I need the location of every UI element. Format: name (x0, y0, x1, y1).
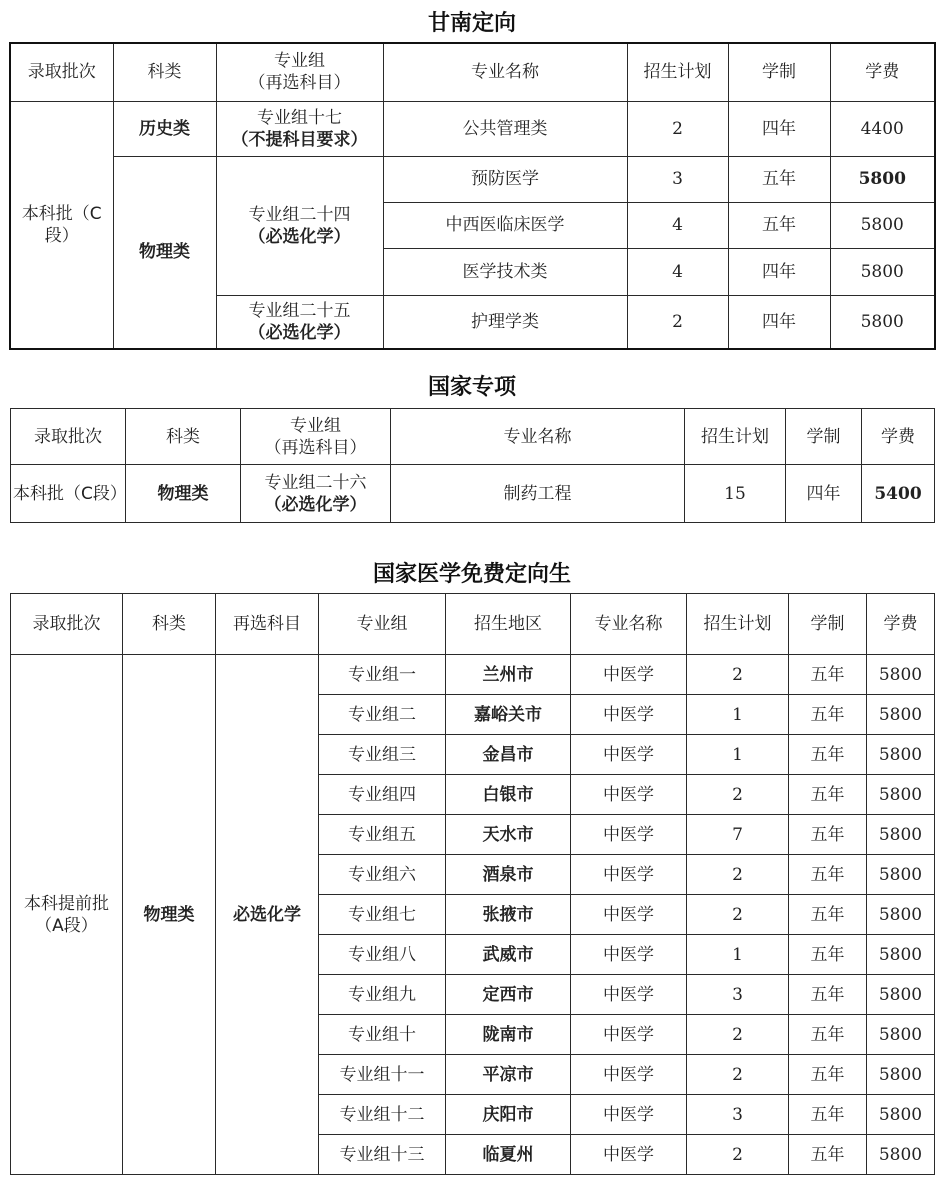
fee-cell: 5400 (862, 465, 935, 523)
fee-cell: 5800 (830, 295, 935, 349)
plan-cell: 2 (687, 855, 789, 895)
header-group-line2: （再选科目） (264, 437, 367, 458)
years-cell: 五年 (728, 156, 830, 202)
plan-cell: 3 (687, 975, 789, 1015)
years-cell: 五年 (789, 695, 867, 735)
years-cell: 四年 (728, 248, 830, 295)
region-cell: 平凉市 (446, 1055, 571, 1095)
fee-cell: 5800 (830, 248, 935, 295)
table-header-row (11, 594, 935, 655)
region-cell: 嘉峪关市 (446, 695, 571, 735)
header-major: 专业名称 (383, 43, 627, 101)
major-cell: 中医学 (571, 815, 687, 855)
major-cell: 中医学 (571, 975, 687, 1015)
region-cell: 陇南市 (446, 1015, 571, 1055)
plan-cell: 4 (627, 202, 728, 248)
plan-cell: 2 (687, 1015, 789, 1055)
group-name: 专业组二十五 (248, 300, 351, 321)
header-group (241, 409, 391, 465)
plan-cell: 2 (687, 655, 789, 695)
plan-cell: 2 (627, 101, 728, 156)
fee-cell: 5800 (867, 895, 935, 935)
major-cell: 预防医学 (383, 156, 627, 202)
table-header-row (10, 43, 935, 101)
header-years: 学制 (786, 409, 862, 465)
plan-cell: 15 (685, 465, 786, 523)
gannan-table (9, 42, 936, 350)
subject-cell: 物理类 (113, 156, 216, 349)
header-plan: 招生计划 (627, 43, 728, 101)
fee-cell: 5800 (867, 655, 935, 695)
years-cell: 五年 (789, 935, 867, 975)
header-subject: 科类 (123, 594, 216, 655)
group-cell (216, 295, 383, 349)
group-cell: 专业组三 (319, 735, 446, 775)
table-row (11, 465, 935, 523)
header-region: 招生地区 (446, 594, 571, 655)
years-cell: 五年 (789, 1055, 867, 1095)
table-row (10, 156, 935, 202)
major-cell: 中医学 (571, 895, 687, 935)
header-years: 学制 (728, 43, 830, 101)
fee-cell: 5800 (867, 1135, 935, 1175)
major-cell: 中医学 (571, 735, 687, 775)
table-row (10, 101, 935, 156)
years-cell: 五年 (789, 1015, 867, 1055)
group-cell: 专业组十三 (319, 1135, 446, 1175)
group-cell: 专业组九 (319, 975, 446, 1015)
group-cell: 专业组六 (319, 855, 446, 895)
plan-cell: 1 (687, 695, 789, 735)
plan-cell: 1 (687, 735, 789, 775)
national-special-title: 国家专项 (427, 375, 516, 400)
region-cell: 酒泉市 (446, 855, 571, 895)
group-cell: 专业组二 (319, 695, 446, 735)
header-fee: 学费 (862, 409, 935, 465)
header-major: 专业名称 (571, 594, 687, 655)
region-cell: 定西市 (446, 975, 571, 1015)
plan-cell: 2 (687, 775, 789, 815)
group-cell: 专业组八 (319, 935, 446, 975)
fee-cell: 5800 (867, 855, 935, 895)
fee-cell: 5800 (867, 1055, 935, 1095)
fee-cell: 5800 (867, 1095, 935, 1135)
major-cell: 公共管理类 (383, 101, 627, 156)
batch-cell: 本科批（C段） (10, 101, 113, 349)
years-cell: 五年 (789, 815, 867, 855)
fee-cell: 5800 (867, 1015, 935, 1055)
major-cell: 中医学 (571, 1135, 687, 1175)
group-requirement: （不提科目要求） (231, 129, 368, 150)
header-plan: 招生计划 (687, 594, 789, 655)
region-cell: 庆阳市 (446, 1095, 571, 1135)
major-cell: 中医学 (571, 1015, 687, 1055)
region-cell: 武威市 (446, 935, 571, 975)
years-cell: 四年 (728, 101, 830, 156)
header-plan: 招生计划 (685, 409, 786, 465)
subject-cell: 物理类 (126, 465, 241, 523)
plan-cell: 2 (687, 1055, 789, 1095)
gannan-title: 甘南定向 (427, 11, 516, 36)
header-fee: 学费 (830, 43, 935, 101)
region-cell: 天水市 (446, 815, 571, 855)
years-cell: 五年 (789, 775, 867, 815)
group-name: 专业组二十六 (264, 472, 367, 493)
fee-cell: 5800 (867, 975, 935, 1015)
years-cell: 四年 (728, 295, 830, 349)
group-name: 专业组十七 (257, 107, 342, 128)
group-cell (216, 156, 383, 295)
years-cell: 五年 (789, 735, 867, 775)
header-years: 学制 (789, 594, 867, 655)
fee-cell: 5800 (867, 695, 935, 735)
group-requirement: （必选化学） (248, 322, 351, 343)
header-group-line1: 专业组 (290, 415, 341, 436)
plan-cell: 1 (687, 935, 789, 975)
table-header-row (11, 409, 935, 465)
requirement-cell: 必选化学 (216, 655, 319, 1175)
header-requirement: 再选科目 (216, 594, 319, 655)
plan-cell: 2 (687, 895, 789, 935)
group-requirement: （必选化学） (248, 226, 351, 247)
header-subject: 科类 (126, 409, 241, 465)
plan-cell: 2 (687, 1135, 789, 1175)
years-cell: 四年 (786, 465, 862, 523)
group-cell: 专业组十二 (319, 1095, 446, 1135)
years-cell: 五年 (789, 1095, 867, 1135)
major-cell: 制药工程 (391, 465, 685, 523)
region-cell: 兰州市 (446, 655, 571, 695)
fee-cell: 5800 (867, 735, 935, 775)
region-cell: 金昌市 (446, 735, 571, 775)
header-group-line1: 专业组 (274, 51, 325, 72)
fee-cell: 5800 (830, 156, 935, 202)
major-cell: 中医学 (571, 695, 687, 735)
plan-cell: 3 (627, 156, 728, 202)
header-batch: 录取批次 (11, 594, 123, 655)
subject-cell: 物理类 (123, 655, 216, 1175)
plan-cell: 7 (687, 815, 789, 855)
group-cell (241, 465, 391, 523)
table-row (11, 655, 935, 695)
years-cell: 五年 (789, 1135, 867, 1175)
years-cell: 五年 (789, 975, 867, 1015)
plan-cell: 2 (627, 295, 728, 349)
major-cell: 中医学 (571, 1055, 687, 1095)
major-cell: 中西医临床医学 (383, 202, 627, 248)
major-cell: 中医学 (571, 775, 687, 815)
group-cell: 专业组十 (319, 1015, 446, 1055)
group-cell: 专业组四 (319, 775, 446, 815)
header-group: 专业组 (319, 594, 446, 655)
group-cell: 专业组七 (319, 895, 446, 935)
fee-cell: 4400 (830, 101, 935, 156)
batch-cell: 本科批（C段） (11, 465, 126, 523)
header-batch: 录取批次 (10, 43, 113, 101)
region-cell: 临夏州 (446, 1135, 571, 1175)
years-cell: 五年 (728, 202, 830, 248)
fee-cell: 5800 (867, 935, 935, 975)
group-name: 专业组二十四 (248, 204, 351, 225)
years-cell: 五年 (789, 655, 867, 695)
major-cell: 中医学 (571, 655, 687, 695)
group-cell (216, 101, 383, 156)
years-cell: 五年 (789, 855, 867, 895)
header-fee: 学费 (867, 594, 935, 655)
group-cell: 专业组十一 (319, 1055, 446, 1095)
batch-cell: 本科提前批（A段） (11, 655, 123, 1175)
fee-cell: 5800 (867, 775, 935, 815)
years-cell: 五年 (789, 895, 867, 935)
major-cell: 中医学 (571, 935, 687, 975)
fee-cell: 5800 (867, 815, 935, 855)
major-cell: 医学技术类 (383, 248, 627, 295)
major-cell: 中医学 (571, 855, 687, 895)
major-cell: 护理学类 (383, 295, 627, 349)
region-cell: 张掖市 (446, 895, 571, 935)
plan-cell: 3 (687, 1095, 789, 1135)
group-requirement: （必选化学） (264, 494, 367, 515)
header-subject: 科类 (113, 43, 216, 101)
subject-cell: 历史类 (113, 101, 216, 156)
free-medical-table (10, 593, 935, 1175)
plan-cell: 4 (627, 248, 728, 295)
header-group-line2: （再选科目） (248, 73, 351, 94)
major-cell: 中医学 (571, 1095, 687, 1135)
national-special-table (10, 408, 935, 523)
region-cell: 白银市 (446, 775, 571, 815)
header-batch: 录取批次 (11, 409, 126, 465)
header-major: 专业名称 (391, 409, 685, 465)
fee-cell: 5800 (830, 202, 935, 248)
group-cell: 专业组一 (319, 655, 446, 695)
header-group (216, 43, 383, 101)
group-cell: 专业组五 (319, 815, 446, 855)
free-medical-title: 国家医学免费定向生 (372, 562, 571, 587)
